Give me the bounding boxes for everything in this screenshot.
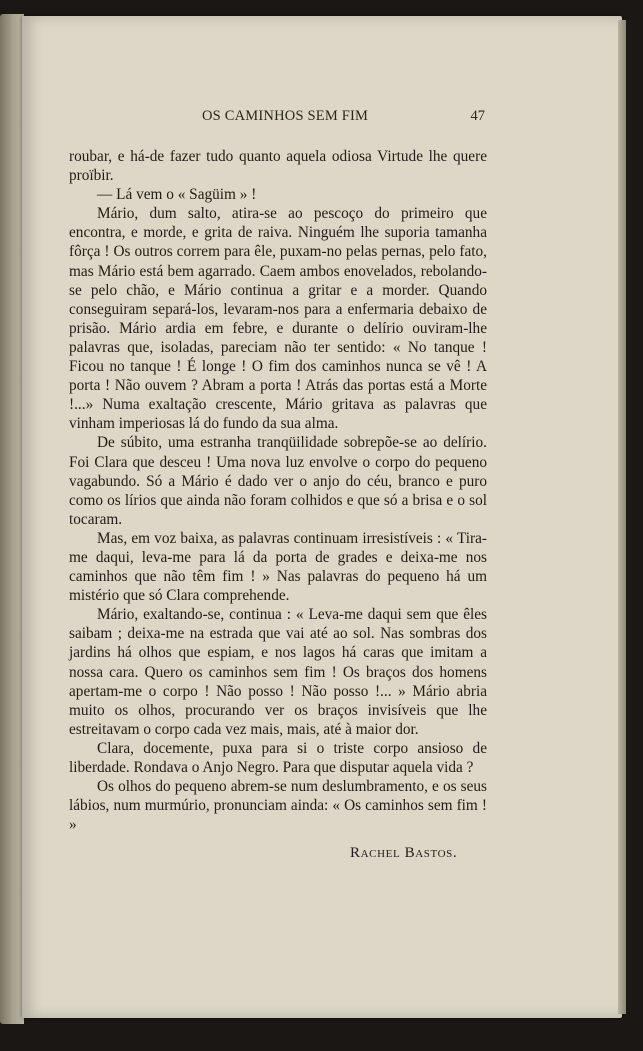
paragraph: Mário, dum salto, atira-se ao pescoço do primeiro que encontra, e morde, e grita de raiva. Ninguém lhe suporia tamanha fôrça ! Os outros correm para êle, puxam-no pelas pernas, pelo fato, mas Mário está bem agarrado. Caem ambos enovelados, rebolando-se pelo chão, e Mário continua a gritar e a morder. Quando conseguiram separá-los, levaram-nos para a enfermaria debaixo de prisão. Mário ardia em febre, e durante o delírio ouviram-lhe palavras que, isoladas, pareciam não ter sentido: « No tanque ! Ficou no tanque ! É longe ! O fim dos caminhos nunca se vê ! A porta ! Não ouvem ? Abram a porta ! Atrás das portas está a Morte !...» Numa exaltação crescente, Mário gritava as palavras que vinham imperiosas lá do fundo da sua alma. xyxy=(69,205,487,433)
page-header xyxy=(170,108,485,128)
facing-page-edge xyxy=(0,14,24,1024)
paragraph-dialogue: — Lá vem o « Sagüim » ! xyxy=(97,186,257,204)
page-stack-edge xyxy=(618,20,626,1014)
paragraph: De súbito, uma estranha tranqüilidade sobrepõe-se ao delírio. Foi Clara que desceu ! Uma nova luz envolve o corpo do pequeno vagabundo. Só a Mário é dado ver o anjo do céu, branco e puro como os lírios que ainda não foram colhidos e que só a brisa e o sol tocaram. xyxy=(69,434,487,528)
paragraph: Mário, exaltando-se, continua : « Leva-me daqui sem que êles saibam ; deixa-me na estrada que vai até ao sol. Nas sombras dos jardins há olhos que espiam, e nos lagos há caras que imitam a nossa cara. Quero os caminhos sem fim ! Os braços dos homens apertam-me o corpo ! Não posso ! Não posso !... » Mário abria muito os olhos, procurando ver os braços invisíveis que lhe estreitavam o corpo cada vez mais, mais, até à maior dor. xyxy=(69,606,487,738)
author-signature: Rachel Bastos. xyxy=(350,845,458,861)
paragraph: Mas, em voz baixa, as palavras continuam irresistíveis : « Tira-me daqui, leva-me para lá da porta de grades e deixa-me nos caminhos que não têm fim ! » Nas palavras do pequeno há um mistério que só Clara comprehende. xyxy=(69,529,487,605)
body-text xyxy=(69,147,487,834)
page-number: 47 xyxy=(470,108,485,124)
paragraph: Clara, docemente, puxa para si o triste corpo ansioso de liberdade. Rondava o Anjo Negro. Para que disputar aquela vida ? xyxy=(69,739,487,776)
paragraph: Os olhos do pequeno abrem-se num deslumbramento, e os seus lábios, num murmúrio, pronunciam ainda: « Os caminhos sem fim ! » xyxy=(69,778,487,834)
running-head: OS CAMINHOS SEM FIM xyxy=(202,108,369,124)
paragraph-continuation: roubar, e há-de fazer tudo quanto aquela odiosa Virtude lhe quere proïbir. xyxy=(69,148,487,185)
